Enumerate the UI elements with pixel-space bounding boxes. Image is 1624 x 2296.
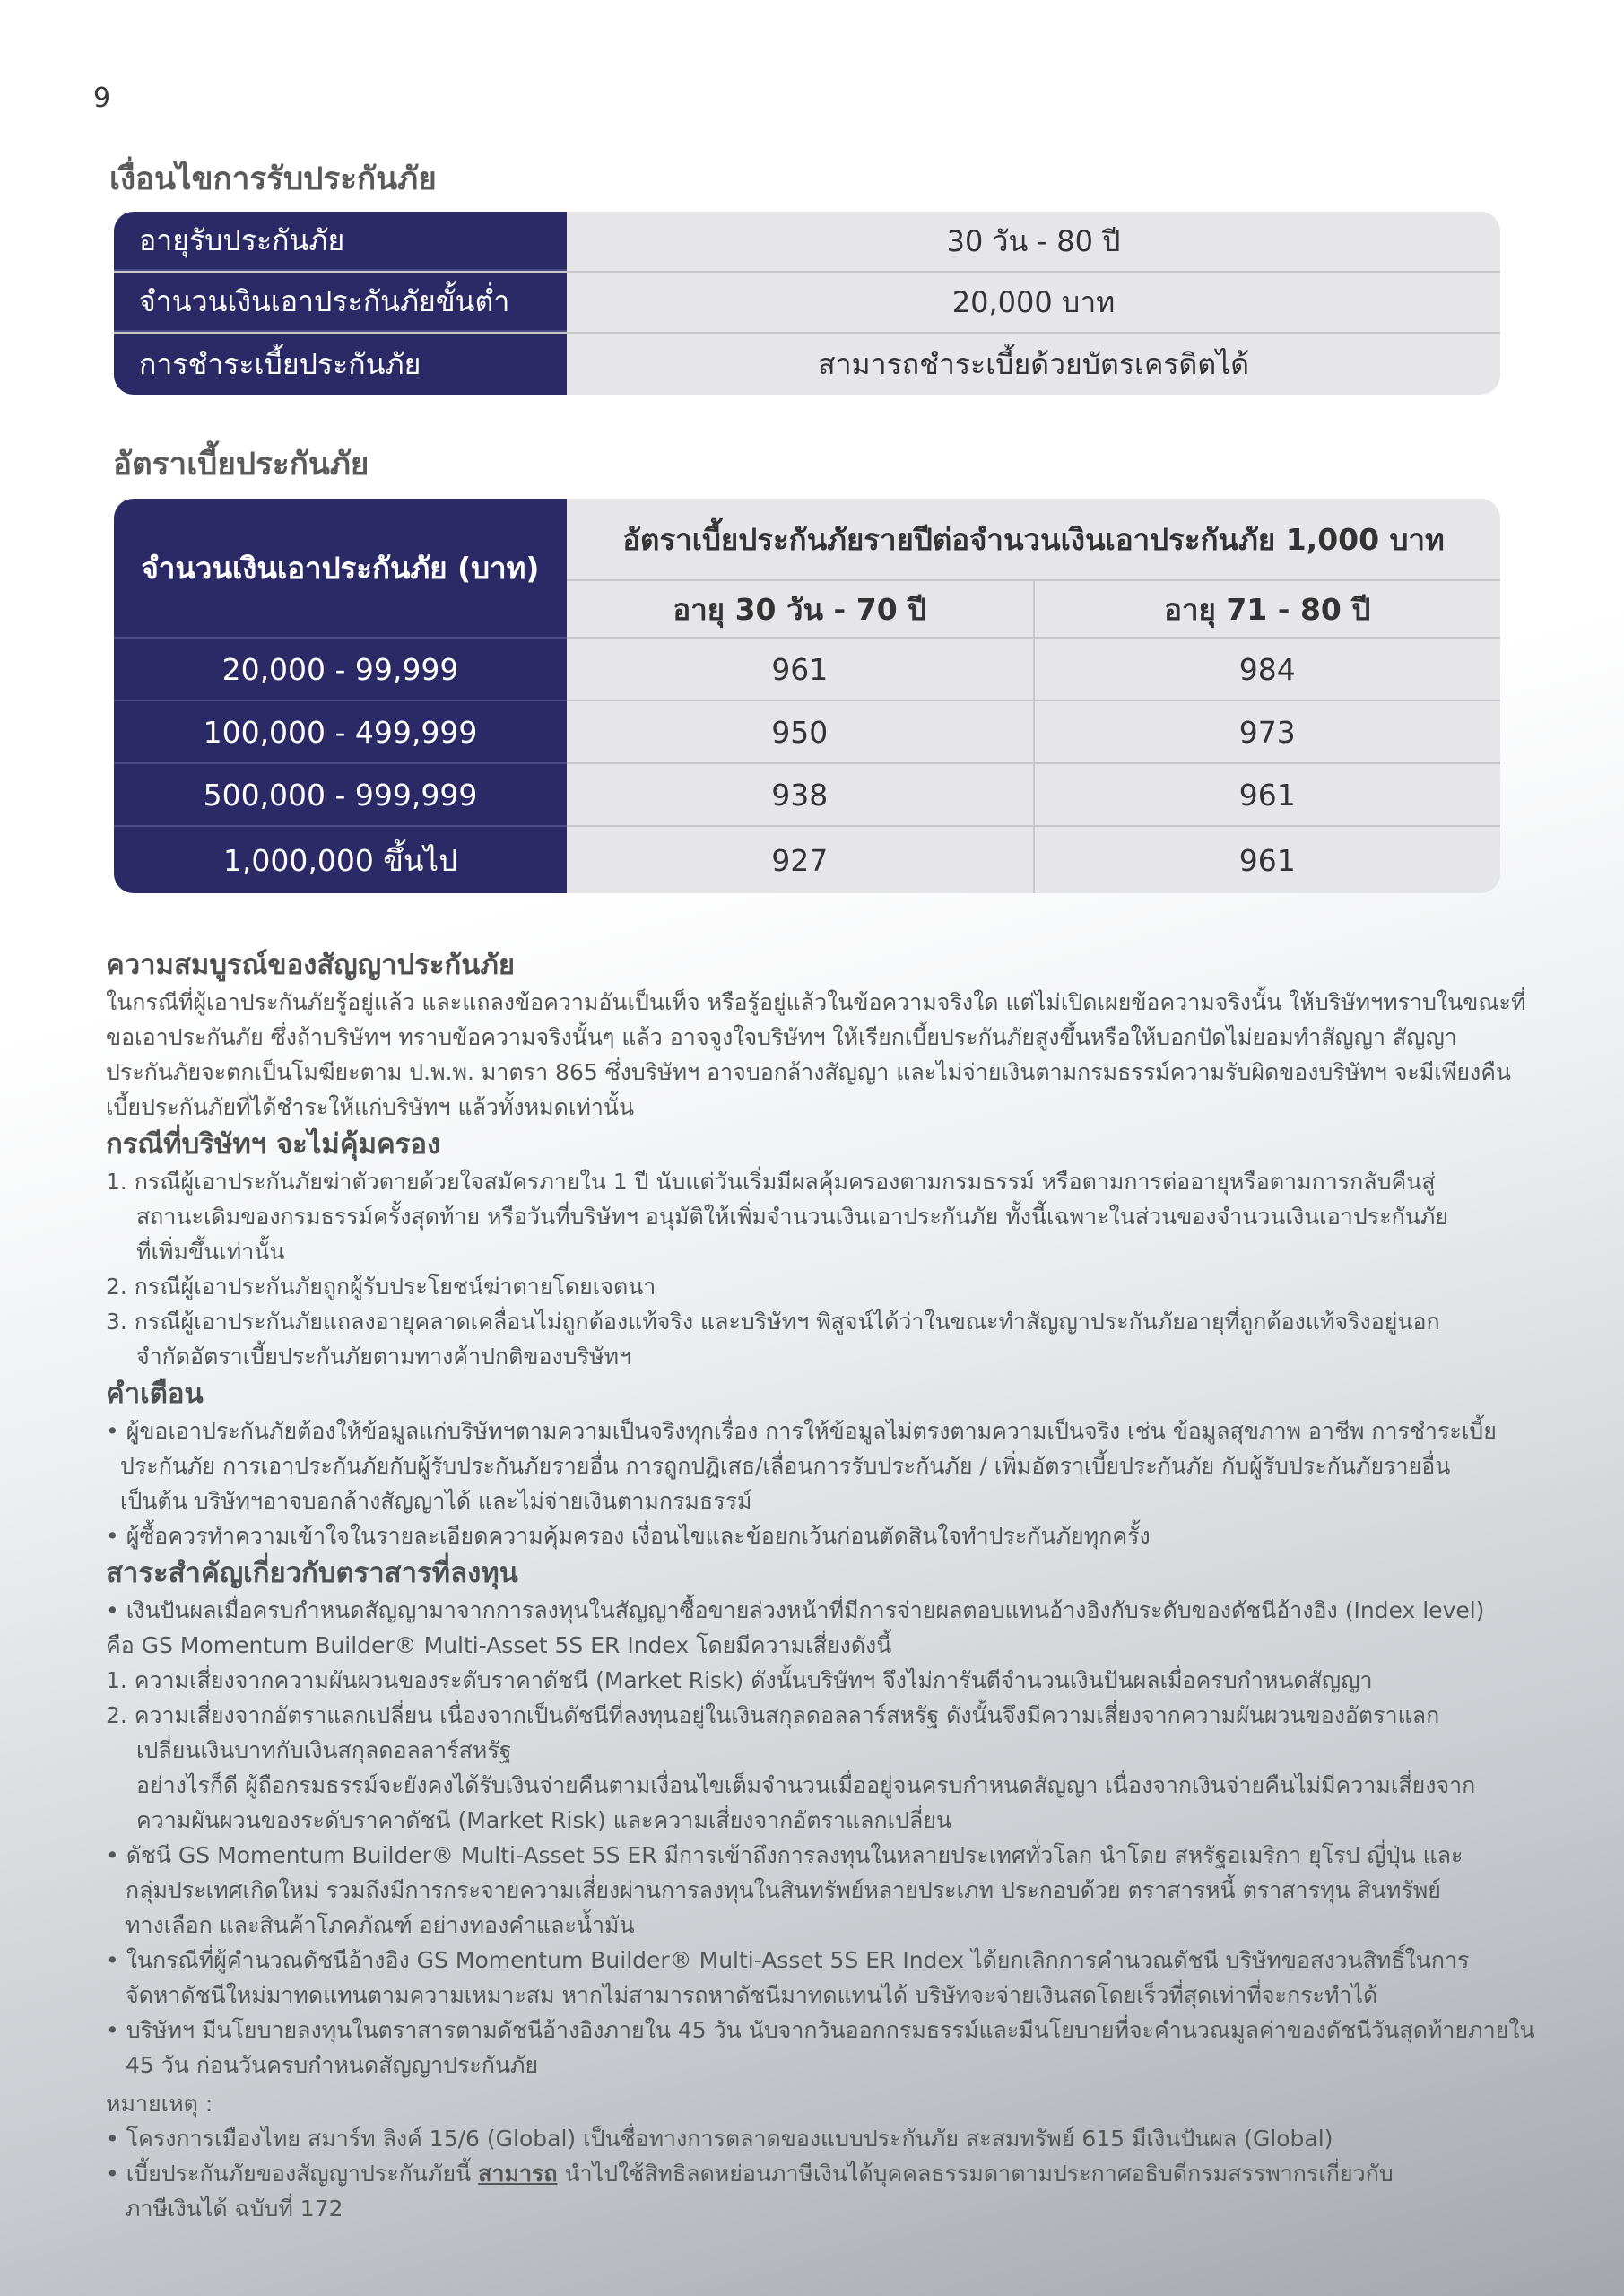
table-header <box>114 499 1500 639</box>
header-sum-insured: จำนวนเงินเอาประกันภัย (บาท) <box>114 499 567 639</box>
table-row <box>114 639 1500 701</box>
range-cell: 500,000 - 999,999 <box>114 764 567 827</box>
row-label: จำนวนเงินเอาประกันภัยขั้นต่ำ <box>114 273 567 332</box>
note-underline: สามารถ <box>478 2161 558 2187</box>
list-item: 1. กรณีผู้เอาประกันภัยฆ่าตัวตายด้วยใจสมัครภายใน 1 ปี นับแต่วันเริ่มมีผลคุ้มครองตามกรมธรรม์ หรือตามการต่ออายุหรือตามการกลับคืนสู่ <box>106 1169 1436 1195</box>
row-label: อายุรับประกันภัย <box>114 212 567 271</box>
header-annual-rate: อัตราเบี้ยประกันภัยรายปีต่อจำนวนเงินเอาประกันภัย 1,000 บาท <box>567 499 1500 581</box>
paragraph-line: เบี้ยประกันภัยที่ได้ชำระให้แก่บริษัทฯ แล้วทั้งหมดเท่านั้น <box>106 1094 635 1120</box>
rate-cell: 984 <box>1033 639 1501 700</box>
list-item: • โครงการเมืองไทย สมาร์ท ลิงค์ 15/6 (Global) เป็นชื่อทางการตลาดของแบบประกันภัย สะสมทรัพย์ 615 มีเงินปันผล (Global) <box>106 2126 1333 2152</box>
list-item-cont: จัดหาดัชนีใหม่มาทดแทนตามความเหมาะสม หากไม่สามารถหาดัชนีมาทดแทนได้ บริษัทจะจ่ายเงินสดโดยเร็วที่สุดเท่าที่จะกระทำได้ <box>126 1982 1378 2008</box>
header-group <box>567 499 1500 639</box>
list-item-cont: สถานะเดิมของกรมธรรม์ครั้งสุดท้าย หรือวันที่บริษัทฯ อนุมัติให้เพิ่มจำนวนเงินเอาประกันภัย ทั้งนี้เฉพาะในส่วนของจำนวนเงินเอาประกันภัย <box>136 1204 1448 1230</box>
notes-heading: หมายเหตุ : <box>106 2091 213 2117</box>
list-item-cont: ความผันผวนของระดับราคาดัชนี (Market Risk) และความเสี่ยงจากอัตราแลกเปลี่ยน <box>136 1807 952 1833</box>
list-item-cont: จำกัดอัตราเบี้ยประกันภัยตามทางค้าปกติของบริษัทฯ <box>136 1344 632 1370</box>
conditions-table <box>114 212 1500 395</box>
list-item: 3. กรณีผู้เอาประกันภัยแถลงอายุคลาดเคลื่อนไม่ถูกต้องแท้จริง และบริษัทฯ พิสูจน์ได้ว่าในขณะทำสัญญาประกันภัยอายุที่ถูกต้องแท้จริงอยู่นอก <box>106 1309 1440 1335</box>
range-cell: 1,000,000 ขึ้นไป <box>114 827 567 893</box>
list-item: • ในกรณีที่ผู้คำนวณดัชนีอ้างอิง GS Momentum Builder® Multi-Asset 5S ER Index ได้ยกเลิกการคำนวณดัชนี บริษัทขอสงวนสิทธิ์ในการ <box>106 1947 1470 1973</box>
table-row <box>114 334 1500 395</box>
range-cell: 20,000 - 99,999 <box>114 639 567 701</box>
table-row <box>114 827 1500 893</box>
paragraph-line: ในกรณีที่ผู้เอาประกันภัยรู้อยู่แล้ว และแถลงข้อความอันเป็นเท็จ หรือรู้อยู่แล้วในข้อความจริงใด แต่ไม่เปิดเผยข้อความจริงนั้น ให้บริษัทฯทราบในขณะที่ <box>106 989 1526 1015</box>
header-age-a: อายุ 30 วัน - 70 ปี <box>673 591 927 627</box>
list-item: • ดัชนี GS Momentum Builder® Multi-Asset 5S ER มีการเข้าถึงการลงทุนในหลายประเทศทั่วโลก นำโดย สหรัฐอเมริกา ยุโรป ญี่ปุ่น และ <box>106 1842 1463 1868</box>
conditions-title: เงื่อนไขการรับประกันภัย <box>109 161 437 197</box>
warnings-heading: คำเตือน <box>106 1378 204 1410</box>
paragraph-line: • เงินปันผลเมื่อครบกำหนดสัญญามาจากการลงทุนในสัญญาซื้อขายล่วงหน้าที่มีการจ่ายผลตอบแทนอ้างอิงกับระดับของดัชนีอ้างอิง (Index level) <box>106 1597 1485 1623</box>
paragraph-line: ประกันภัยจะตกเป็นโมฆียะตาม ป.พ.พ. มาตรา 865 ซึ่งบริษัทฯ อาจบอกล้างสัญญา และไม่จ่ายเงินตามกรมธรรม์ความรับผิดของบริษัทฯ จะมีเพียงคืน <box>106 1059 1512 1085</box>
list-item: 2. ความเสี่ยงจากอัตราแลกเปลี่ยน เนื่องจากเป็นดัชนีที่ลงทุนอยู่ในเงินสกุลดอลลาร์สหรัฐ ดังนั้นจึงมีความเสี่ยงจากความผันผวนของอัตราแลก <box>106 1702 1440 1728</box>
list-item-cont: อย่างไรก็ดี ผู้ถือกรมธรรม์จะยังคงได้รับเงินจ่ายคืนตามเงื่อนไขเต็มจำนวนเมื่ออยู่จนครบกำหนดสัญญา เนื่องจากเงินจ่ายคืนไม่มีความเสี่ยงจาก <box>136 1772 1476 1798</box>
table-row <box>114 701 1500 764</box>
rate-cell: 938 <box>567 764 1033 825</box>
row-value: สามารถชำระเบี้ยด้วยบัตรเครดิตได้ <box>567 334 1500 395</box>
range-cell: 100,000 - 499,999 <box>114 701 567 764</box>
list-item-cont: เป็นต้น บริษัทฯอาจบอกล้างสัญญาได้ และไม่จ่ายเงินตามกรมธรรม์ <box>120 1488 752 1514</box>
rates-title: อัตราเบี้ยประกันภัย <box>113 447 369 483</box>
list-item-cont: ทางเลือก และสินค้าโภคภัณฑ์ อย่างทองคำและน้ำมัน <box>126 1912 635 1938</box>
list-item: • ผู้ขอเอาประกันภัยต้องให้ข้อมูลแก่บริษัทฯตามความเป็นจริงทุกเรื่อง การให้ข้อมูลไม่ตรงตามความเป็นจริง เช่น ข้อมูลสุขภาพ อาชีพ การชำระเบี้ย <box>106 1418 1497 1444</box>
note-text: นำไปใช้สิทธิลดหย่อนภาษีเงินได้บุคคลธรรมดาตามประกาศอธิบดีกรมสรรพากรเกี่ยวกับ <box>557 2161 1394 2187</box>
note-text: • เบี้ยประกันภัยของสัญญาประกันภัยนี้ <box>106 2161 479 2187</box>
table-row <box>114 273 1500 334</box>
rates-table <box>114 499 1500 893</box>
row-label: การชำระเบี้ยประกันภัย <box>114 334 567 395</box>
rate-cell: 961 <box>567 639 1033 700</box>
list-item-cont: 45 วัน ก่อนวันครบกำหนดสัญญาประกันภัย <box>126 2052 539 2078</box>
table-row <box>114 764 1500 827</box>
paragraph-line: คือ GS Momentum Builder® Multi-Asset 5S ER Index โดยมีความเสี่ยงดังนี้ <box>106 1632 892 1658</box>
rate-cell: 961 <box>1033 764 1501 825</box>
rate-cell: 973 <box>1033 701 1501 762</box>
list-item: 2. กรณีผู้เอาประกันภัยถูกผู้รับประโยชน์ฆ่าตายโดยเจตนา <box>106 1274 656 1300</box>
table-row <box>114 212 1500 273</box>
rate-cell: 927 <box>567 827 1033 893</box>
list-item-cont: กลุ่มประเทศเกิดใหม่ รวมถึงมีการกระจายความเสี่ยงผ่านการลงทุนในสินทรัพย์หลายประเภท ประกอบด้วย ตราสารหนี้ ตราสารทุน สินทรัพย์ <box>126 1877 1441 1903</box>
list-item <box>106 2156 1594 2191</box>
rate-cell: 950 <box>567 701 1033 762</box>
list-item-cont: ประกันภัย การเอาประกันภัยกับผู้รับประกันภัยรายอื่น การถูกปฏิเสธ/เลื่อนการรับประกันภัย / เพิ่มอัตราเบี้ยประกันภัย กับผู้รับประกันภัยรายอื่น <box>120 1453 1451 1479</box>
row-value: 30 วัน - 80 ปี <box>567 212 1500 271</box>
body-text <box>106 945 1594 2226</box>
header-age-columns <box>567 581 1500 639</box>
header-age-b: อายุ 71 - 80 ปี <box>1033 581 1501 637</box>
paragraph-line: ขอเอาประกันภัย ซึ่งถ้าบริษัทฯ ทราบข้อความจริงนั้นๆ แล้ว อาจจูงใจบริษัทฯ ให้เรียกเบี้ยประกันภัยสูงขึ้นหรือให้บอกปัดไม่ยอมทำสัญญา สัญญา <box>106 1024 1457 1050</box>
list-item-cont: ที่เพิ่มขึ้นเท่านั้น <box>136 1239 285 1265</box>
investment-heading: สาระสำคัญเกี่ยวกับตราสารที่ลงทุน <box>106 1557 518 1589</box>
list-item: • ผู้ซื้อควรทำความเข้าใจในรายละเอียดความคุ้มครอง เงื่อนไขและข้อยกเว้นก่อนตัดสินใจทำประกันภัยทุกครั้ง <box>106 1523 1151 1549</box>
list-item: 1. ความเสี่ยงจากความผันผวนของระดับราคาดัชนี (Market Risk) ดังนั้นบริษัทฯ จึงไม่การันตีจำนวนเงินปันผลเมื่อครบกำหนดสัญญา <box>106 1667 1373 1693</box>
completeness-heading: ความสมบูรณ์ของสัญญาประกันภัย <box>106 949 516 981</box>
row-value: 20,000 บาท <box>567 273 1500 332</box>
list-item-cont: เปลี่ยนเงินบาทกับเงินสกุลดอลลาร์สหรัฐ <box>136 1737 512 1763</box>
exclusions-heading: กรณีที่บริษัทฯ จะไม่คุ้มครอง <box>106 1128 441 1161</box>
list-item: • บริษัทฯ มีนโยบายลงทุนในตราสารตามดัชนีอ้างอิงภายใน 45 วัน นับจากวันออกกรมธรรม์และมีนโยบายที่จะคำนวณมูลค่าของดัชนีวันสุดท้ายภายใน <box>106 2017 1535 2043</box>
list-item-cont: ภาษีเงินได้ ฉบับที่ 172 <box>126 2196 343 2222</box>
rate-cell: 961 <box>1033 827 1501 893</box>
page-number: 9 <box>93 83 111 114</box>
